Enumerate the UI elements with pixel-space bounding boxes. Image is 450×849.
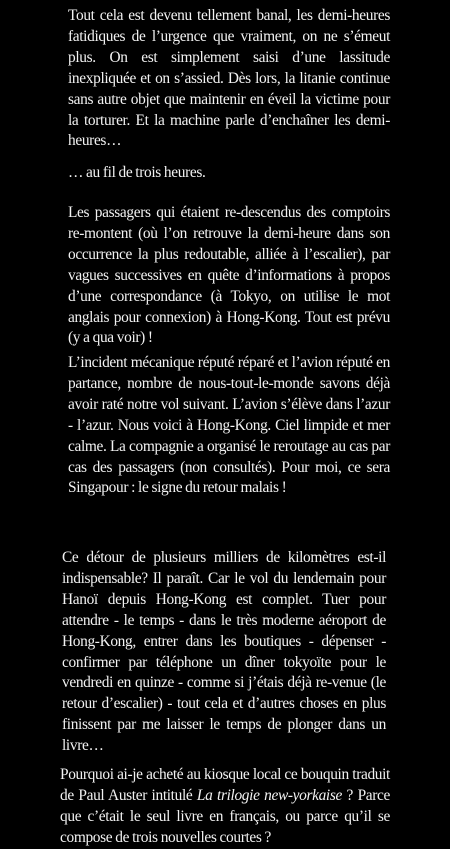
paragraph-3: Les passagers qui étaient re-descendus des comptoirs re-montent (où l’on retrouve la demi-heure dans son occurrence la plus redoutable, alliée à l’escalier), par vagues successives en quête d’informations à propos d’une correspondance (à Tokyo, on utilise le mot anglais pour connexion) à Hong-Kong. Tout est prévu (y a qua voir) ! [68, 204, 390, 347]
paragraph-1: Tout cela est devenu tellement banal, les demi-heures fatidiques de l’urgence que vraiment, on ne s’émeut plus. On est simplement saisi d’une lassitude inexpliquée et on s’assied. Dès lors, la litanie continue sans autre objet que maintenir en éveil la victime pour la torturer. Et la machine parle d’enchaîner les demi-heures… [68, 7, 390, 150]
paragraph-6-end: ? Parce que c’était le seul livre en français, ou parce qu’il se compose de trois nouvelles courtes ? [60, 786, 390, 846]
paragraph-6-intro: Pourquoi ai-je acheté au kiosque local ce bouquin traduit de Paul Auster intitulé [60, 766, 390, 804]
book-title: La trilogie new-yorkaise [196, 786, 342, 804]
paragraph-2: … au fil de trois heures. [68, 164, 206, 181]
paragraph-5: Ce détour de plusieurs milliers de kilomètres est-il indispensable? Il paraît. Car le vol du lendemain pour Hanoï depuis Hong-Kong est complet. Tuer pour attendre - le temps - dans le très moderne aéroport de Hong-Kong, entrer dans les boutiques - dépenser - confirmer par téléphone un dîner tokyoïte pour le vendredi en quinze - comme si j’étais déjà re-venue (le retour d’escalier) - tout cela et d’autres choses en plus finissent par me laisser le temps de plonger dans un livre… [62, 549, 386, 755]
paragraph-4: L’incident mécanique réputé réparé et l’avion réputé en partance, nombre de nous-tout-le-monde savons déjà avoir raté notre vol suivant. L’avion s’élève dans l’azur - l’azur. Nous voici à Hong-Kong. Ciel limpide et mer calme. La compagnie a organisé le reroutage au cas par cas des passagers (non consultés). Pour moi, ce sera Singapour : le signe du retour malais ! [68, 354, 390, 497]
paragraph-6 [60, 765, 390, 849]
